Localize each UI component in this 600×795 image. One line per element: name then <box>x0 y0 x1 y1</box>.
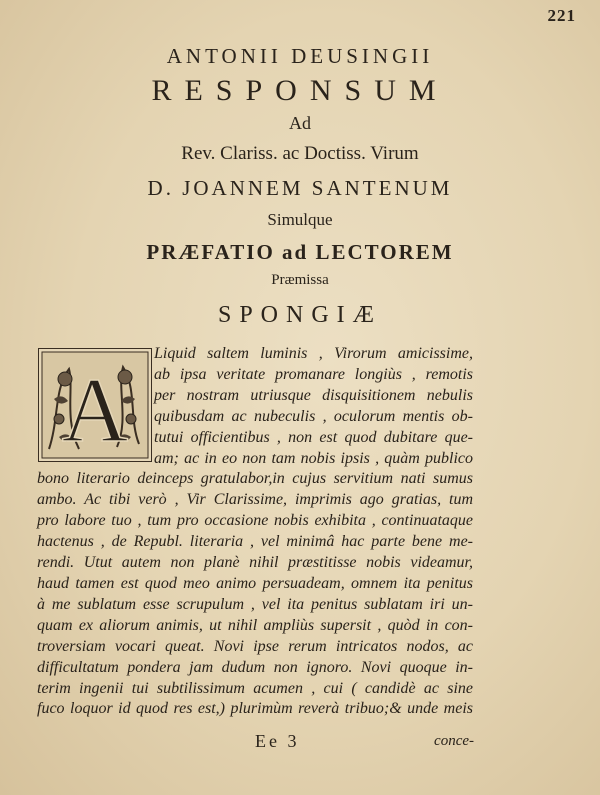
catchword: conce- <box>434 733 474 749</box>
spongiae-heading: SPONGIÆ <box>217 302 383 328</box>
page-number: 221 <box>547 6 576 25</box>
body-text <box>37 344 473 720</box>
text-line: per nostram utriusque disquisitionem nebulis <box>154 386 473 404</box>
praemissa-line: Præmissa <box>271 272 329 288</box>
text-line: ambo. Ac tibi verò , Vir Clarissime, imprimis ago gratias, tum <box>37 491 473 509</box>
text-line: hactenus , de Republ. literaria , vel minimâ hac parte bene me- <box>37 533 473 551</box>
text-line: troversiam vocari queat. Novi ipse rerum intricatos nodos, ac <box>37 637 473 655</box>
text-line: tutui officientibus , non est quod dubitare que- <box>154 428 473 446</box>
text-line: fuco loquor id quod res est,) plurimùm reverà tribuo;& unde meis <box>37 700 473 718</box>
text-line: terim ingenii tui subtilissimum acumen , cui ( candidè ac sine <box>37 679 473 697</box>
signature-mark: Ee 3 <box>255 731 300 751</box>
text-line: bono literario deinceps gratulabor,in cujus servitium nati sumus <box>37 470 473 488</box>
text-line: à me sublatum esse scrupulum , vel ita penitus sublatam iri un- <box>37 595 473 613</box>
addressee-name: D. JOANNEM SANTENUM <box>147 176 453 200</box>
work-title: RESPONSUM <box>151 74 449 107</box>
text-line: haud tamen est quod meo animo persuadeam, omnem ita penitus <box>37 574 473 592</box>
text-line: pro labore tuo , tum pro occasione nobis exhibita , continuataque <box>37 512 473 530</box>
simulque-line: Simulque <box>267 210 333 229</box>
praefatio-heading: PRÆFATIO ad LECTOREM <box>146 240 454 264</box>
text-line: difficultatum pondera jam dudum non ignoro. Novi quoque in- <box>37 658 473 676</box>
initial-letter: A <box>61 359 129 461</box>
ad-line: Ad <box>289 113 311 133</box>
addressee-title: Rev. Clariss. ac Doctiss. Virum <box>181 143 419 164</box>
author-line: ANTONII DEUSINGII <box>166 44 434 68</box>
text-line: am; ac in eo non tam nobis ipsis , quàm publico <box>154 449 473 467</box>
text-line: quibusdam ac nubeculis , oculorum mentis ob- <box>154 407 473 425</box>
text-line: ab ipsa veritate promanare longiùs , remotis <box>154 365 473 383</box>
text-line: Liquid saltem luminis , Virorum amicissime, <box>154 345 473 362</box>
text-line: rendi. Utut autem non planè nihil præstitisse nobis videamur, <box>37 554 473 572</box>
text-line: quam ex aliorum animis, ut nihil ampliùs supersit , quòd in con- <box>37 616 473 634</box>
